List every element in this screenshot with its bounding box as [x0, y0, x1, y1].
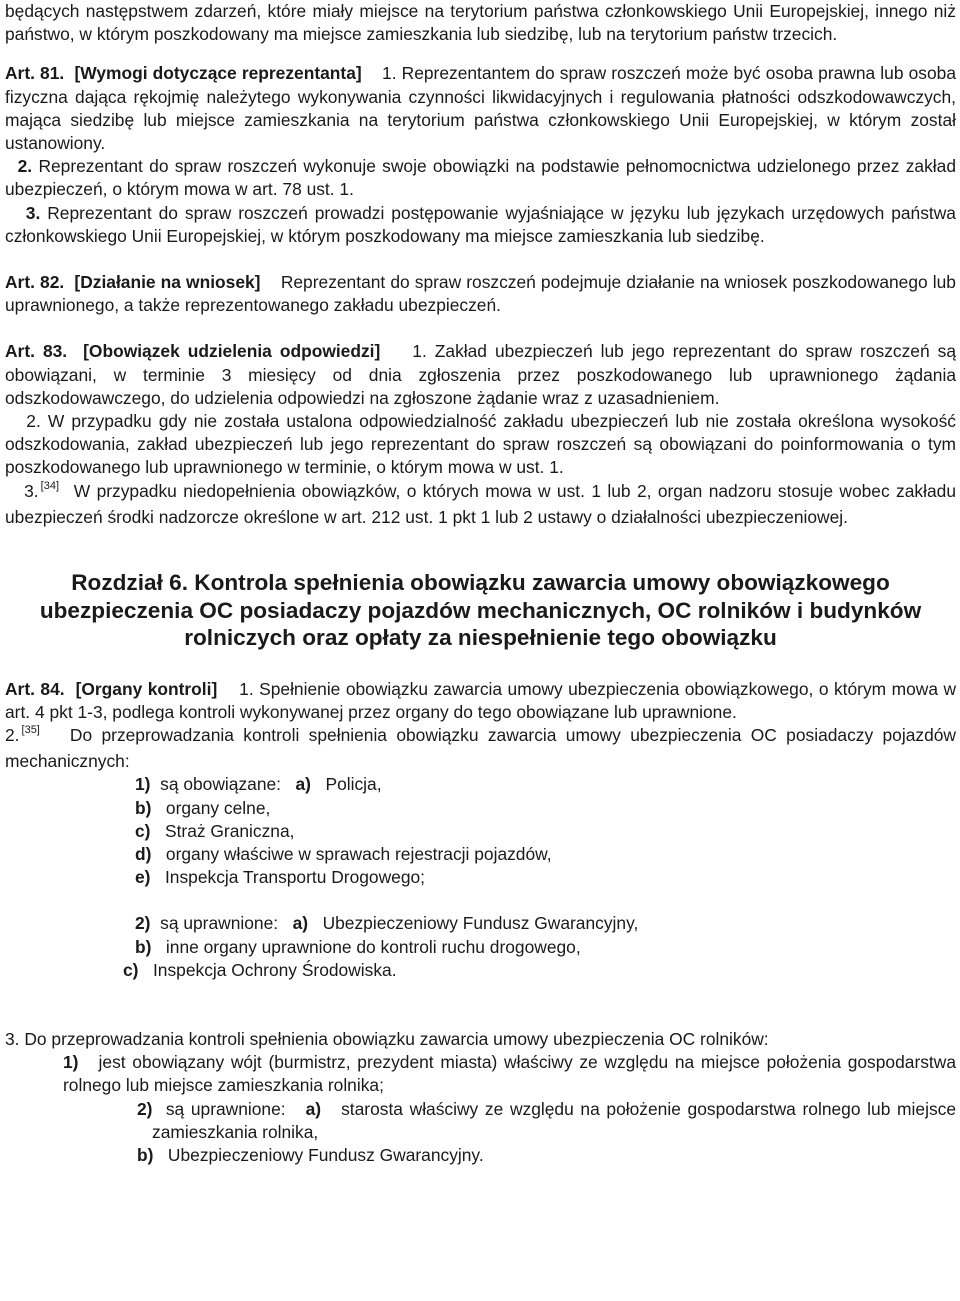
art84-p3-item-2b	[5, 1144, 956, 1167]
art84-g1-e-text: Inspekcja Transportu Drogowego;	[164, 867, 426, 888]
art84-g2-a-text: Ubezpieczeniowy Fundusz Gwarancyjny,	[322, 913, 639, 934]
art83-paragraph-1	[5, 340, 956, 410]
art83-text-1: 1. Zakład ubezpieczeń lub jego reprezentant do spraw roszczeń są obowiązani, w terminie 3 miesięcy od dnia zgłoszenia przez poszkodowanego lub uprawnionego żądania odszkodowawczego, do udzielenia odpowiedzi na zgłoszone żądanie wraz z uzasadnieniem.	[5, 341, 956, 408]
art84-g1-c-text: Straż Graniczna,	[164, 820, 295, 841]
art84-g2-b-text: inne organy uprawnione do kontroli ruchu drogowego,	[165, 936, 581, 957]
art84-g1-d-text: organy właściwe w sprawach rejestracji pojazdów,	[165, 843, 552, 864]
art84-p3-item-2	[5, 1098, 956, 1144]
art81-title: [Wymogi dotyczące reprezentanta]	[74, 63, 362, 84]
art84-footnote-ref[interactable]: [35]	[21, 723, 40, 736]
art83-footnote-ref[interactable]: [34]	[40, 479, 60, 492]
list-item	[5, 866, 956, 889]
art84-g1-e-letter: e)	[135, 867, 151, 888]
art83-number: Art. 83.	[5, 341, 68, 362]
art84-g1-d-letter: d)	[135, 843, 152, 864]
list-item	[5, 843, 956, 866]
list-item	[5, 820, 956, 843]
art84-g2-number: 2)	[135, 913, 151, 934]
art81-paragraph-3	[5, 202, 956, 248]
art83-text-2: 2. W przypadku gdy nie została ustalona odpowiedzialność zakładu ubezpieczeń lub nie została określona wysokość odszkodowania, zakład ubezpieczeń lub jego reprezentant do spraw roszczeń są obowiązani do poinformowania o tym poszkodowanego lub uprawnionego w terminie, o którym mowa w ust. 1.	[5, 411, 956, 478]
art84-group-1	[5, 773, 956, 889]
art81-text-3: Reprezentant do spraw roszczeń prowadzi postępowanie wyjaśniające w języku lub językach urzędowych państwa członkowskiego Unii Europejskiej, w którym poszkodowany ma miejsce zamieszkania lub siedzibę.	[5, 202, 956, 246]
list-item	[5, 912, 956, 935]
art84-g1-b-text: organy celne,	[165, 797, 271, 818]
art84-g1-c-letter: c)	[135, 820, 151, 841]
list-item	[5, 797, 956, 820]
art84-p3-1-number: 1)	[63, 1052, 79, 1073]
art84-title: [Organy kontroli]	[75, 678, 218, 699]
art84-p3-2-a-letter: a)	[305, 1098, 322, 1119]
art84-p3-2-b-letter: b)	[137, 1145, 154, 1166]
art84-g1-a-letter: a)	[295, 774, 311, 795]
list-item	[5, 959, 956, 982]
art84-text-2: Do przeprowadzania kontroli spełnienia obowiązku zawarcia umowy ubezpieczenia OC posiadaczy pojazdów mechanicznych:	[5, 724, 956, 772]
art84-g2-c-text: Inspekcja Ochrony Środowiska.	[152, 959, 397, 980]
art84-p3-2-number: 2)	[137, 1098, 153, 1119]
intro-paragraph: będących następstwem zdarzeń, które miały miejsce na terytorium państwa członkowskiego Unii Europejskiej, innego niż państwo, w którym poszkodowany ma miejsce zamieszkania lub siedzibę, lub na terytorium państw trzecich.	[5, 1, 956, 45]
art83-p3-number: 3.	[24, 480, 39, 501]
art81-paragraph-2	[5, 155, 956, 201]
art84-p3-2-b-text: Ubezpieczeniowy Fundusz Gwarancyjny.	[167, 1145, 484, 1166]
art83-paragraph-2	[5, 410, 956, 480]
chapter-heading-line-1: Rozdział 6. Kontrola spełnienia obowiązku zawarcia umowy obowiązkowego	[71, 570, 890, 596]
art82-title: [Działanie na wniosek]	[74, 272, 261, 293]
list-item	[5, 936, 956, 959]
art84-paragraph-1	[5, 678, 956, 724]
art84-paragraph-3: 3. Do przeprowadzania kontroli spełnienia obowiązku zawarcia umowy ubezpieczenia OC rolników:	[5, 1029, 769, 1049]
art84-p3-2-label: są uprawnione:	[165, 1098, 286, 1119]
art84-g2-c-letter: c)	[123, 959, 139, 980]
art84-p3-2-a-text: starosta właściwy ze względu na położenie gospodarstwa rolnego lub miejsce zamieszkania rolnika,	[152, 1098, 957, 1142]
art81-text-1: 1. Reprezentantem do spraw roszczeń może być osoba prawna lub osoba fizyczna dająca rękojmię należytego wykonywania czynności likwidacyjnych i regulowania płatności odszkodowawczych, mająca siedzibę lub miejsce zamieszkania na terytorium państwa członkowskiego Unii Europejskiej, w którym został ustanowiony.	[5, 63, 956, 154]
art81-number: Art. 81.	[5, 63, 65, 84]
art81-text-2: Reprezentant do spraw roszczeń wykonuje swoje obowiązki na podstawie pełnomocnictwa udzielonego przez zakład ubezpieczeń, o którym mowa w art. 78 ust. 1.	[5, 156, 957, 200]
art84-group-2	[5, 912, 956, 982]
art84-g2-label: są uprawnione:	[160, 913, 279, 934]
art81-paragraph-1	[5, 62, 956, 155]
chapter-heading-line-2: ubezpieczenia OC posiadaczy pojazdów mechanicznych, OC rolników i budynków	[39, 597, 922, 623]
art84-g1-label: są obowiązane:	[160, 774, 281, 795]
art81-p2-number: 2.	[17, 156, 33, 177]
art84-p3-item-1	[5, 1051, 956, 1097]
art82-number: Art. 82.	[5, 272, 65, 293]
art83-paragraph-3	[5, 480, 956, 529]
art84-paragraph-2	[5, 724, 956, 773]
art83-text-3: W przypadku niedopełnienia obowiązków, o których mowa w ust. 1 lub 2, organ nadzoru stosuje wobec zakładu ubezpieczeń środki nadzorcze określone w art. 212 ust. 1 pkt 1 lub 2 ustawy o działalności ubezpieczeniowej.	[5, 480, 956, 527]
list-item	[5, 773, 956, 796]
art81-p3-number: 3.	[25, 202, 41, 223]
art84-g1-a-text: Policja,	[325, 774, 382, 795]
art84-g2-a-letter: a)	[292, 913, 309, 934]
art84-g2-b-letter: b)	[135, 936, 152, 957]
art84-g1-number: 1)	[135, 774, 151, 795]
art82-text: Reprezentant do spraw roszczeń podejmuje działanie na wniosek poszkodowanego lub uprawnionego, a także reprezentowanego zakładu ubezpieczeń.	[5, 272, 956, 316]
art84-p3-1-text: jest obowiązany wójt (burmistrz, prezydent miasta) właściwy ze względu na miejsce położenia gospodarstwa rolnego lub miejsce zamieszkania rolnika;	[63, 1052, 956, 1096]
art84-p2-number: 2.	[5, 724, 20, 745]
chapter-heading-line-3: rolniczych oraz opłaty za niespełnienie tego obowiązku	[184, 625, 777, 651]
art84-number: Art. 84.	[5, 678, 65, 699]
art84-g1-b-letter: b)	[135, 797, 152, 818]
art84-text-1: 1. Spełnienie obowiązku zawarcia umowy ubezpieczenia obowiązkowego, o którym mowa w art. 4 pkt 1-3, podlega kontroli wykonywanej przez organy do tego obowiązane lub uprawnione.	[5, 678, 957, 722]
art82-paragraph	[5, 271, 956, 317]
art83-title: [Obowiązek udzielenia odpowiedzi]	[83, 341, 381, 362]
